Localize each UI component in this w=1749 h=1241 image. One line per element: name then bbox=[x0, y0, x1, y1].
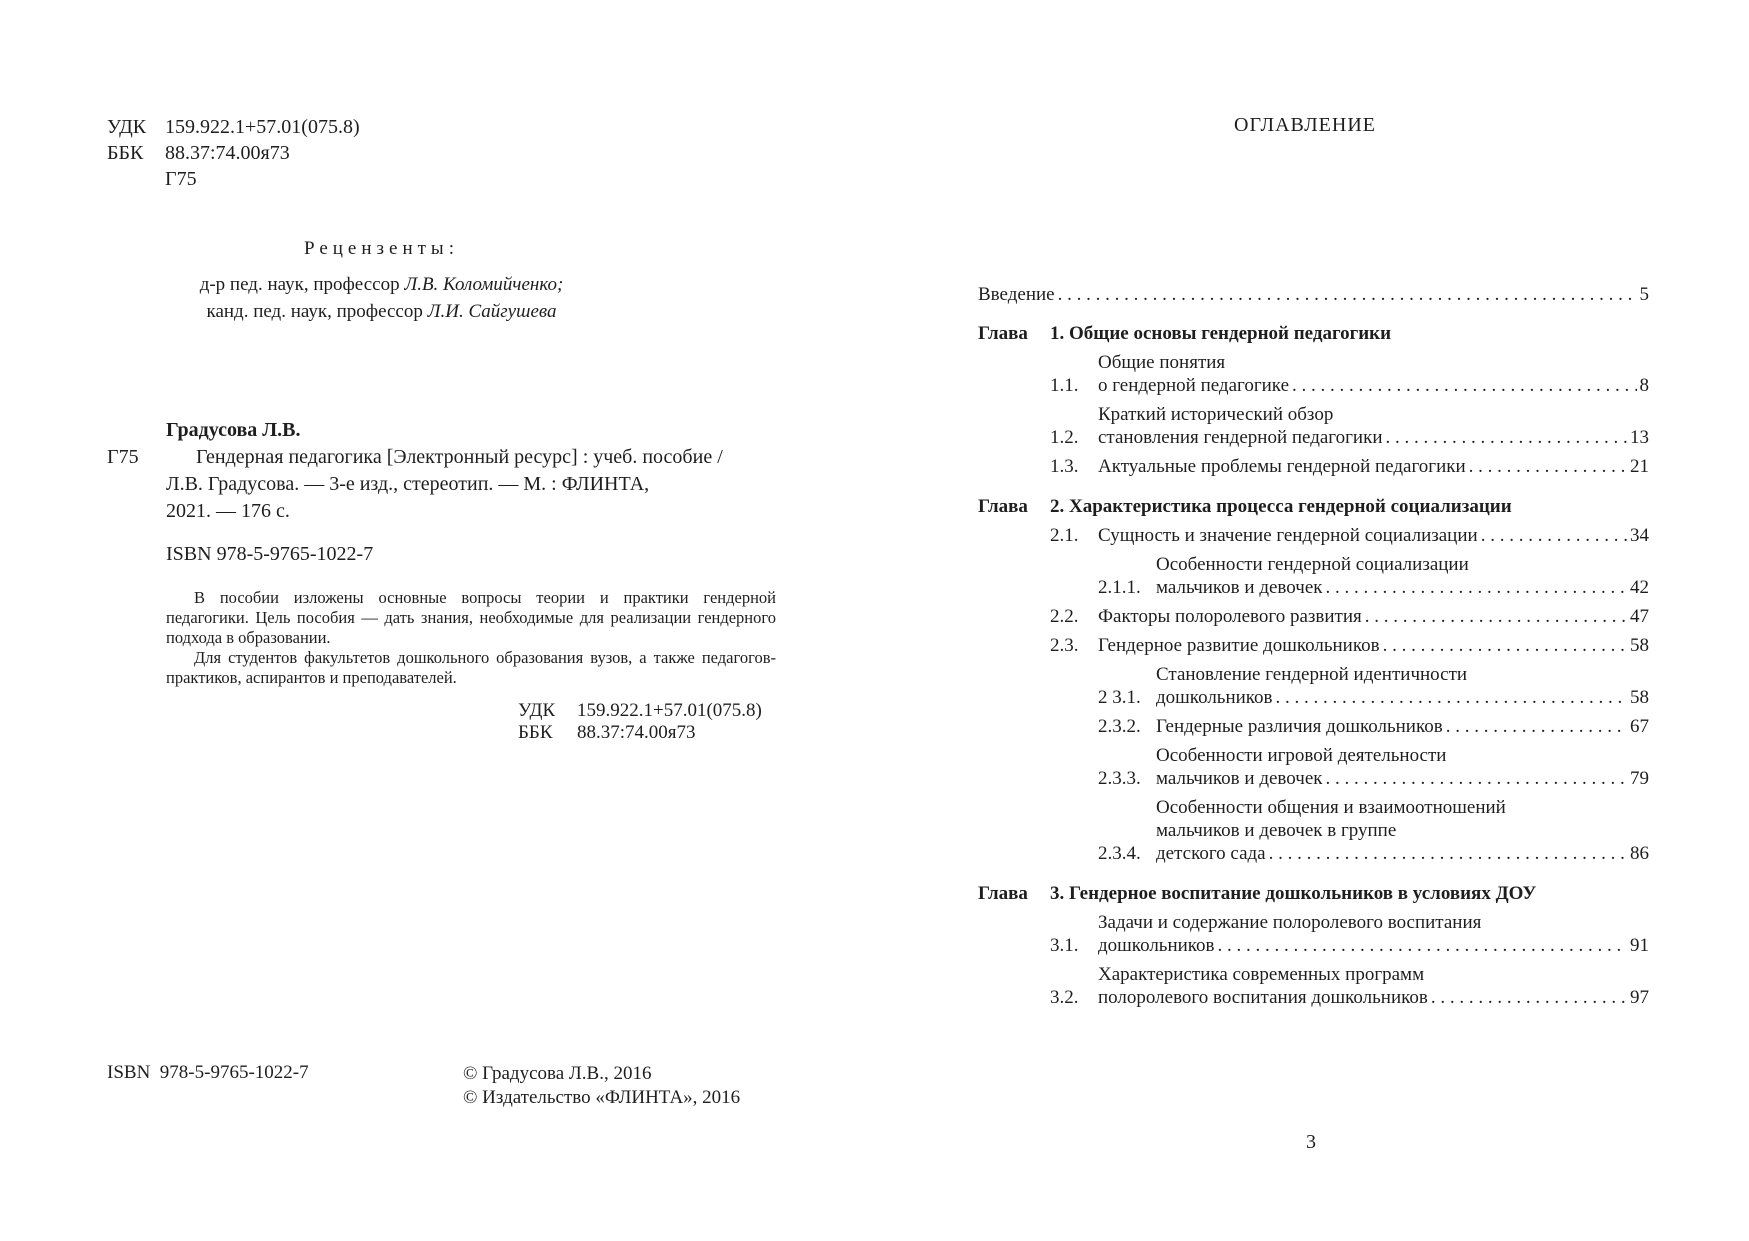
section-title-line: Краткий исторический обзор bbox=[1098, 404, 1334, 425]
section-title-line: Характеристика современных программ bbox=[1098, 964, 1425, 985]
reviewer-2-name: Л.И. Сайгушева bbox=[427, 301, 557, 322]
toc-entry-title: Введение bbox=[978, 284, 1055, 305]
chapter-label: Глава bbox=[978, 496, 1028, 517]
bbk-value: 88.37:74.00я73 bbox=[165, 142, 290, 164]
section-title-line: мальчиков и девочек в группе bbox=[1156, 820, 1397, 841]
section-title-line: Общие понятия bbox=[1098, 352, 1226, 373]
toc-section[interactable] bbox=[978, 634, 1649, 657]
toc-page-number: 91 bbox=[1630, 935, 1649, 956]
toc-page-number: 47 bbox=[1630, 606, 1649, 627]
toc-page-number: 67 bbox=[1630, 716, 1649, 737]
toc-section[interactable] bbox=[978, 663, 1649, 709]
section-number: 2.3.4. bbox=[1098, 843, 1141, 864]
isbn-line: ISBN 978-5-9765-1022-7 bbox=[166, 543, 374, 565]
section-title-line: Гендерные различия дошкольников bbox=[1156, 716, 1443, 737]
section-number: 2.1.1. bbox=[1098, 577, 1141, 598]
toc-page-number: 86 bbox=[1630, 843, 1649, 864]
section-number: 3.2. bbox=[1050, 987, 1079, 1008]
toc-page-number: 8 bbox=[1639, 375, 1649, 396]
catalog-description: Гендерная педагогика [Электронный ресурс] : учеб. пособие / Л.В. Градусова. — 3-е изд., стереотип. — М. : ФЛИНТА, 2021. — 176 с. bbox=[166, 446, 723, 522]
table-of-contents bbox=[978, 283, 1649, 1009]
toc-section[interactable] bbox=[978, 524, 1649, 547]
toc-page-number: 34 bbox=[1630, 525, 1649, 546]
toc-chapter-heading[interactable] bbox=[978, 322, 1649, 345]
section-title-line: полоролевого воспитания дошкольников bbox=[1098, 987, 1428, 1008]
section-title-line: становления гендерной педагогики bbox=[1098, 427, 1383, 448]
section-title-line: Особенности гендерной социализации bbox=[1156, 554, 1469, 575]
toc-section[interactable] bbox=[978, 963, 1649, 1009]
udk-value: 159.922.1+57.01(075.8) bbox=[165, 116, 360, 138]
annotation bbox=[166, 588, 776, 688]
toc-title: ОГЛАВЛЕНИЕ bbox=[1234, 114, 1376, 136]
bottom-isbn: ISBN 978-5-9765-1022-7 bbox=[107, 1062, 309, 1083]
section-title-line: мальчиков и девочек bbox=[1156, 768, 1323, 789]
toc-page-number: 58 bbox=[1630, 635, 1649, 656]
section-number: 2 3.1. bbox=[1098, 687, 1141, 708]
section-title-line: мальчиков и девочек bbox=[1156, 577, 1323, 598]
copyright-publisher: © Издательство «ФЛИНТА», 2016 bbox=[463, 1087, 741, 1108]
chapter-title: 3. Гендерное воспитание дошкольников в условиях ДОУ bbox=[1050, 883, 1537, 904]
section-title-line: Особенности игровой деятельности bbox=[1156, 745, 1447, 766]
section-title-line: Актуальные проблемы гендерной педагогики bbox=[1098, 456, 1466, 477]
chapter-label: Глава bbox=[978, 883, 1028, 904]
reviewer-1: д-р пед. наук, профессор Л.В. Коломийченко; bbox=[199, 274, 564, 295]
section-title-line: Факторы полоролевого развития bbox=[1098, 606, 1362, 627]
section-title-line: детского сада bbox=[1156, 843, 1266, 864]
toc-section[interactable] bbox=[978, 351, 1649, 397]
toc-chapters bbox=[978, 322, 1649, 1009]
section-title-line: Сущность и значение гендерной социализации bbox=[1098, 525, 1478, 546]
section-title-line: Становление гендерной идентичности bbox=[1156, 664, 1468, 685]
section-number: 2.3.2. bbox=[1098, 716, 1141, 737]
chapter-title: 1. Общие основы гендерной педагогики bbox=[1050, 323, 1392, 344]
classification-codes-footer: УДК 159.922.1+57.01(075.8) ББК 88.37:74.00я73 bbox=[518, 700, 762, 743]
annotation-paragraph: В пособии изложены основные вопросы теории и практики гендерной педагогики. Цель пособия — дать знания, необходимые для реализации гендерного подхода в образовании. bbox=[166, 588, 776, 647]
reviewers-heading: Рецензенты: bbox=[304, 238, 459, 259]
copyright bbox=[463, 1062, 740, 1110]
section-number: 1.2. bbox=[1050, 427, 1079, 448]
toc-section[interactable] bbox=[978, 744, 1649, 790]
bbk-label: ББК bbox=[107, 142, 144, 164]
reviewer-1-name: Л.В. Коломийченко; bbox=[404, 274, 564, 295]
section-title-line: дошкольников bbox=[1098, 935, 1215, 956]
section-number: 2.3.3. bbox=[1098, 768, 1141, 789]
page-number: 3 bbox=[1306, 1131, 1316, 1153]
toc-page-number: 13 bbox=[1630, 427, 1649, 448]
section-number: 2.3. bbox=[1050, 635, 1079, 656]
toc-chapter-heading[interactable] bbox=[978, 495, 1649, 518]
toc-page-number: 97 bbox=[1630, 987, 1649, 1008]
toc-section[interactable] bbox=[978, 403, 1649, 449]
toc-page-number: 79 bbox=[1630, 768, 1649, 789]
section-title-line: Гендерное развитие дошкольников bbox=[1098, 635, 1380, 656]
section-number: 1.1. bbox=[1050, 375, 1079, 396]
toc-chapter-heading[interactable] bbox=[978, 882, 1649, 905]
toc-entry-intro[interactable] bbox=[978, 283, 1649, 306]
classification-codes bbox=[107, 114, 360, 192]
toc-section[interactable] bbox=[978, 605, 1649, 628]
chapter-title: 2. Характеристика процесса гендерной социализации bbox=[1050, 496, 1512, 517]
section-title-line: Особенности общения и взаимоотношений bbox=[1156, 797, 1506, 818]
section-title-line: о гендерной педагогике bbox=[1098, 375, 1290, 396]
section-number: 3.1. bbox=[1050, 935, 1079, 956]
toc-page-number: 42 bbox=[1630, 577, 1649, 598]
section-number: 1.3. bbox=[1050, 456, 1079, 477]
section-title-line: дошкольников bbox=[1156, 687, 1273, 708]
toc-section[interactable] bbox=[978, 553, 1649, 599]
annotation-paragraph: Для студентов факультетов дошкольного образования вузов, а также педагогов-практиков, аспирантов и преподавателей. bbox=[166, 648, 776, 687]
section-number: 2.1. bbox=[1050, 525, 1079, 546]
reviewer-2: канд. пед. наук, профессор Л.И. Сайгушева bbox=[206, 301, 557, 322]
catalog-card bbox=[107, 417, 777, 525]
toc-page-number: 21 bbox=[1630, 456, 1649, 477]
catalog-code: Г75 bbox=[107, 446, 139, 468]
toc-section[interactable] bbox=[978, 911, 1649, 957]
chapter-label: Глава bbox=[978, 323, 1028, 344]
toc-section[interactable] bbox=[978, 715, 1649, 738]
toc-page-number: 58 bbox=[1630, 687, 1649, 708]
toc-section[interactable] bbox=[978, 796, 1649, 865]
section-number: 2.2. bbox=[1050, 606, 1079, 627]
catalog-author: Градусова Л.В. bbox=[166, 419, 301, 441]
section-title-line: Задачи и содержание полоролевого воспитания bbox=[1098, 912, 1482, 933]
author-mark: Г75 bbox=[165, 168, 197, 190]
toc-section[interactable] bbox=[978, 455, 1649, 478]
udk-label: УДК bbox=[107, 116, 147, 138]
copyright-author: © Градусова Л.В., 2016 bbox=[463, 1063, 652, 1084]
toc-page-number: 5 bbox=[1639, 284, 1649, 305]
